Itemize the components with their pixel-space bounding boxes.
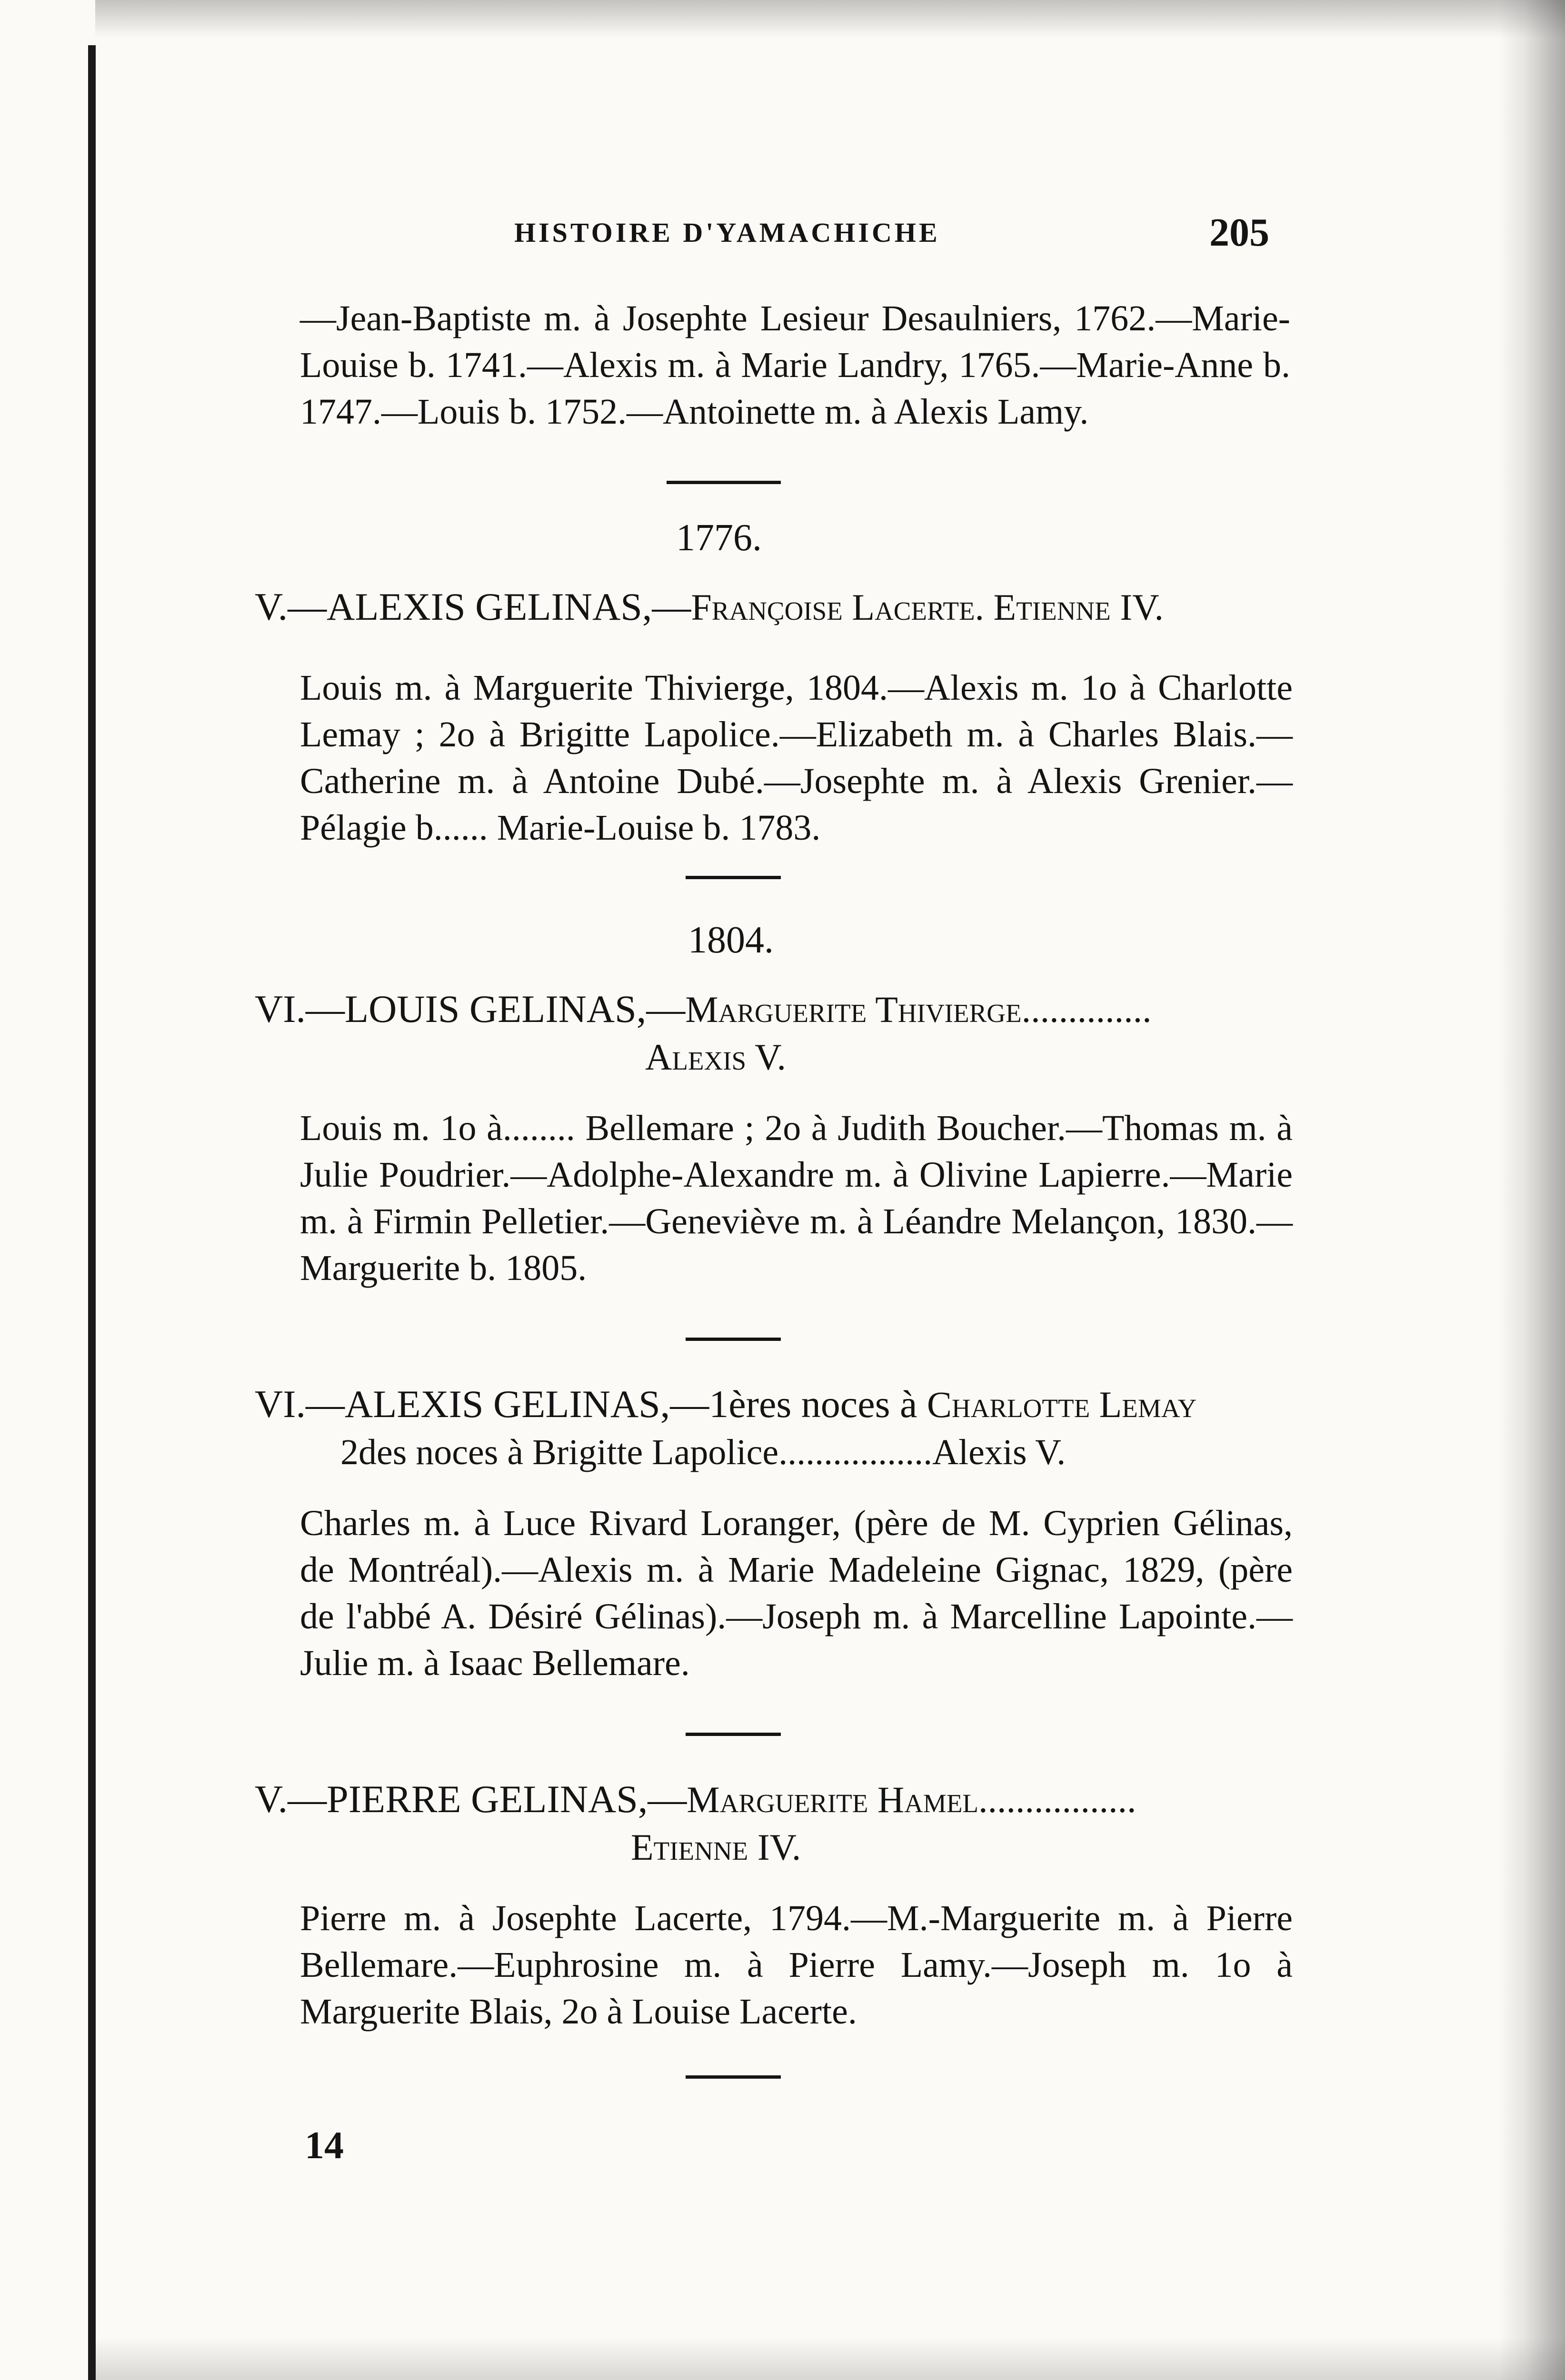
section-body: Louis m. à Marguerite Thivierge, 1804.—Alexis m. 1o à Charlotte Lemay ; 2o à Brigitte Lapolice.—Elizabeth m. à Charles Blais.—Catherine m. à Antoine Dubé.—Josephte m. à Alexis Grenier.—Pélagie b...... Marie-Louise b. 1783. <box>300 668 1293 848</box>
heading-second-marriage: 2des noces à Brigitte Lapolice.................Alexis V. <box>340 1432 1066 1472</box>
section-1 <box>255 583 1293 851</box>
section-4 <box>255 1775 1293 2035</box>
section-body: Louis m. 1o à........ Bellemare ; 2o à Judith Boucher.—Thomas m. à Julie Poudrier.—Adolphe-Alexandre m. à Olivine Lapierre.—Marie m. à Firmin Pelletier.—Geneviève m. à Léandre Melançon, 1830.—Marguerite b. 1805. <box>300 1108 1293 1288</box>
opening-paragraph <box>300 295 1290 435</box>
heading-name: VI.—LOUIS GELINAS,— <box>255 987 686 1031</box>
signature-mark: 14 <box>305 2123 344 2167</box>
section-3 <box>255 1380 1293 1686</box>
heading-name: VI.—ALEXIS GELINAS,—1ères noces à <box>255 1382 927 1426</box>
scan-shadow-top <box>95 0 1565 38</box>
scan-shadow-right <box>1498 0 1565 2380</box>
section-year: 1804. <box>688 919 774 961</box>
section-body: Pierre m. à Josephte Lacerte, 1794.—M.-Marguerite m. à Pierre Bellemare.—Euphrosine m. à Pierre Lamy.—Joseph m. 1o à Marguerite Blais, 2o à Louise Lacerte. <box>300 1898 1293 2032</box>
section-divider <box>686 2075 781 2079</box>
section-divider <box>686 876 781 879</box>
scan-shadow-bottom <box>95 2338 1565 2380</box>
page-border-rule <box>88 45 96 2380</box>
running-head: HISTOIRE D'YAMACHICHE <box>514 217 940 248</box>
heading-spouse: Charlotte Lemay <box>927 1384 1197 1425</box>
section-year: 1776. <box>676 517 762 559</box>
heading-spouse: Marguerite Hamel................. <box>687 1779 1136 1820</box>
heading-parent: Alexis V. <box>645 1036 787 1078</box>
section-heading <box>255 1775 1293 1824</box>
heading-name: V.—PIERRE GELINAS,— <box>255 1777 687 1821</box>
heading-spouse-parent: Marguerite Thivierge.............. <box>685 989 1152 1030</box>
section-divider <box>667 481 781 484</box>
heading-parent: Etienne IV. <box>631 1826 801 1868</box>
section-divider <box>686 1338 781 1341</box>
paragraph-text: —Jean-Baptiste m. à Josephte Lesieur Desaulniers, 1762.—Marie-Louise b. 1741.—Alexis m. à Marie Landry, 1765.—Marie-Anne b. 1747.—Louis b. 1752.—Antoinette m. à Alexis Lamy. <box>300 298 1290 432</box>
heading-name: V.—ALEXIS GELINAS,— <box>255 585 691 628</box>
section-2 <box>255 985 1293 1291</box>
section-body: Charles m. à Luce Rivard Loranger, (père de M. Cyprien Gélinas, de Montréal).—Alexis m. à Marie Madeleine Gignac, 1829, (père de l'abbé A. Désiré Gélinas).—Joseph m. à Marcelline Lapointe.—Julie m. à Isaac Bellemare. <box>300 1503 1293 1683</box>
page-number: 205 <box>1209 210 1269 255</box>
section-divider <box>686 1733 781 1736</box>
section-heading <box>255 583 1293 631</box>
section-heading <box>255 1380 1293 1428</box>
heading-spouse-parent: Françoise Lacerte. Etienne IV. <box>691 586 1164 628</box>
section-heading <box>255 985 1293 1033</box>
